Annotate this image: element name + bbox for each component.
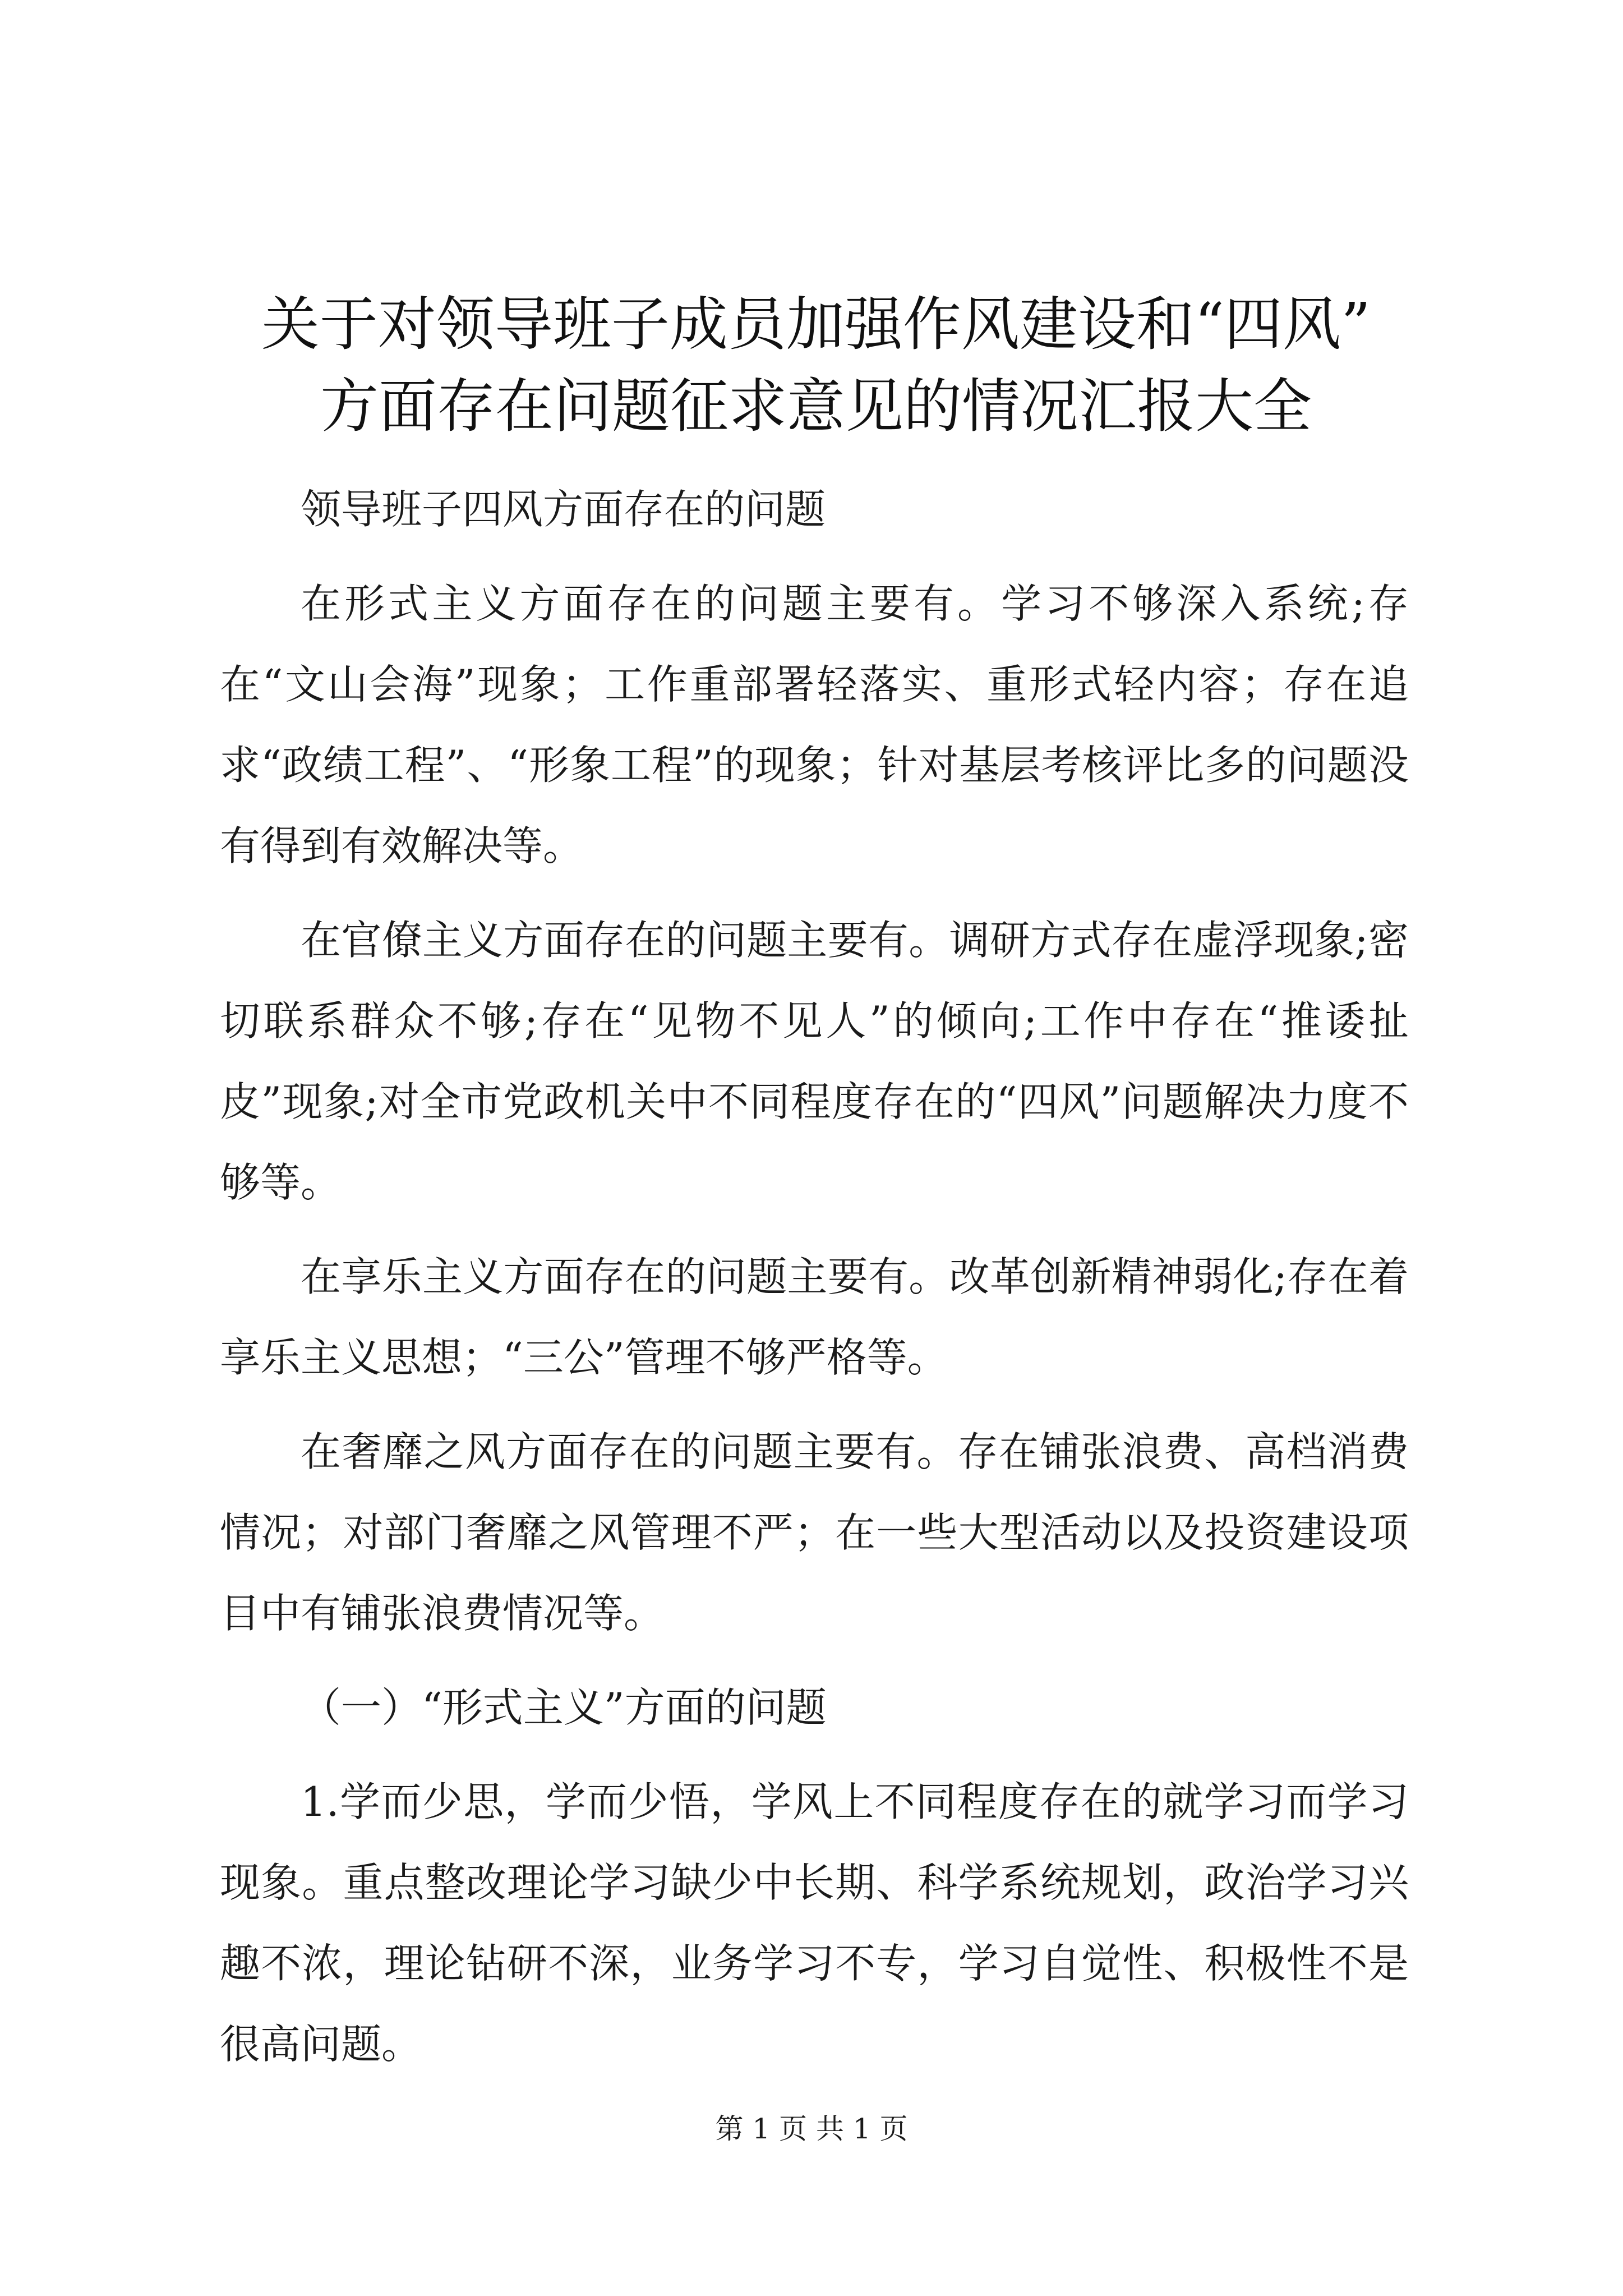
- paragraph-clause: “三公”管理不够严格等。: [502, 1334, 948, 1381]
- body-paragraph: [220, 469, 1409, 550]
- paragraph-clause: 重点整改理论学习缺少中长期、科学系统规划，: [343, 1859, 1205, 1906]
- title-line-2: 方面存在问题征求意见的情况汇报大全: [320, 372, 1312, 440]
- paragraph-clause: 1.学而少思，学而少悟，学风上不同程度存在的就学习而学习现象。: [220, 1778, 1409, 1906]
- paragraph-clause: 对部门奢靡之风管理不严；: [342, 1509, 834, 1556]
- paragraph-clause: 对全市党政机关中不同程度存在的“四风”问题解决力度不够等。: [220, 1078, 1409, 1206]
- paragraph-clause: 存在“文山会海”现象；: [220, 580, 1409, 708]
- paragraph-clause: 在形式主义方面存在的问题主要有。学习不够深入系统;: [301, 580, 1365, 627]
- paragraph-clause: 存在追求“政绩工程”、“形象工程”的现象；: [220, 661, 1409, 789]
- body-paragraph: [220, 1667, 1409, 1748]
- body-paragraph: [220, 900, 1409, 1223]
- paragraph-clause: 理论钻研不深，: [384, 1940, 671, 1987]
- title-line-1: 关于对领导班子成员加强作风建设和“四风”: [261, 290, 1371, 358]
- body-paragraph: [220, 1761, 1409, 2085]
- paragraph-clause: 存在着享乐主义思想；: [220, 1253, 1409, 1381]
- paragraph-clause: 工作重部署轻落实、重形式轻内容；: [602, 661, 1281, 708]
- paragraph-clause: 工作中存在“推诿扯皮”现象;: [220, 997, 1409, 1125]
- paragraph-clause: 针对基层考核评比多的问题没有得到有效解决等。: [220, 742, 1409, 869]
- body-paragraph: [220, 1236, 1409, 1398]
- paragraph-clause: 存在“见物不见人”的倾向;: [538, 997, 1038, 1045]
- document-title: [202, 283, 1430, 447]
- paragraph-clause: 领导班子四风方面存在的问题: [301, 486, 826, 533]
- paragraph-clause: 业务学习不专，: [671, 1940, 958, 1987]
- paragraph-clause: 密切联系群众不够;: [220, 917, 1409, 1045]
- paragraph-clause: 在奢靡之风方面存在的问题主要有。存在铺张浪费、高档消费情况；: [220, 1428, 1409, 1556]
- page-footer: 第 1 页 共 1 页: [715, 2113, 908, 2145]
- body-paragraph: [220, 563, 1409, 886]
- paragraph-clause: 学习自觉性、积极性不是很高问题。: [220, 1940, 1409, 2068]
- paragraph-clause: （一）“形式主义”方面的问题: [301, 1684, 827, 1731]
- paragraph-clause: 在官僚主义方面存在的问题主要有。调研方式存在虚浮现象;: [301, 917, 1368, 964]
- paragraph-clause: 在一些大型活动以及投资建设项目中有铺张浪费情况等。: [220, 1509, 1409, 1637]
- paragraph-clause: 在享乐主义方面存在的问题主要有。改革创新精神弱化;: [301, 1253, 1288, 1300]
- document-body: [220, 469, 1409, 2098]
- body-paragraph: [220, 1411, 1409, 1654]
- paragraph-clause: 政治学习兴趣不浓，: [220, 1859, 1409, 1987]
